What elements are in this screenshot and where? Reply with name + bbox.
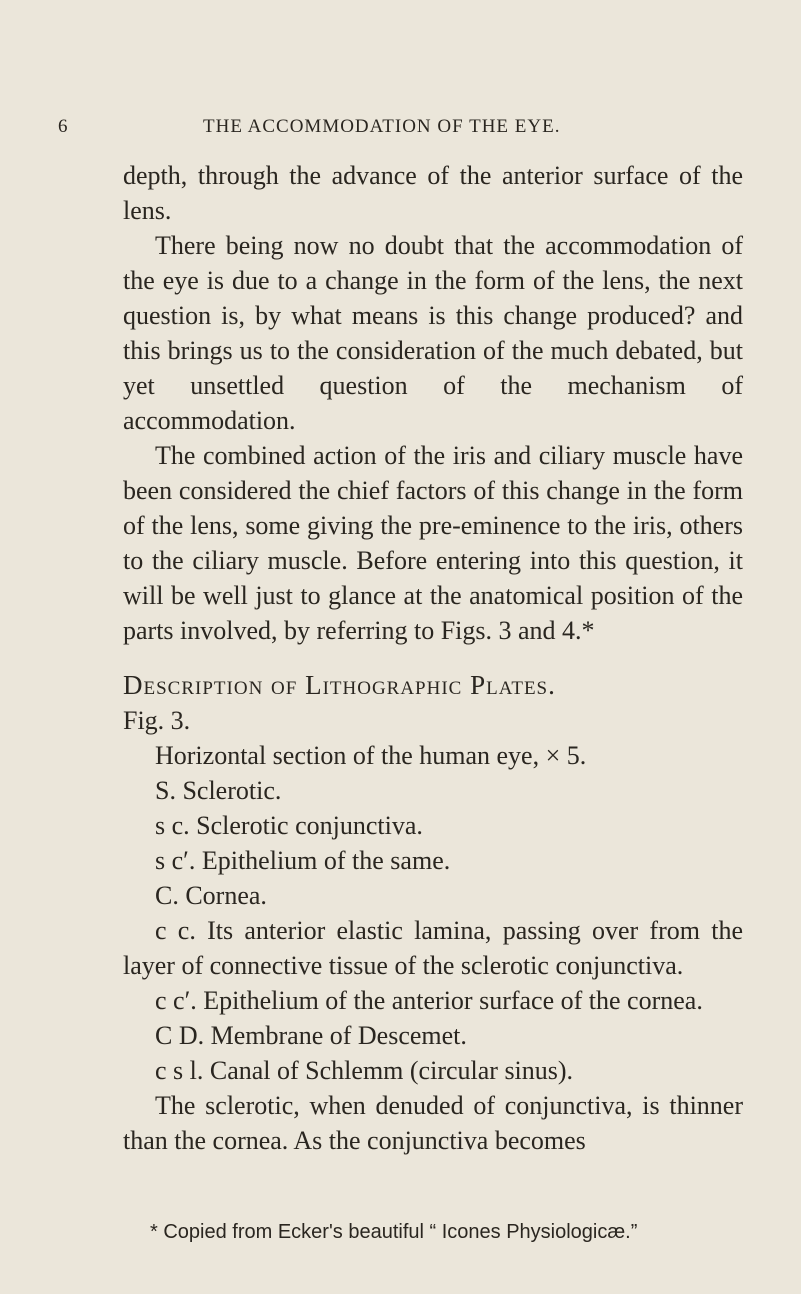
paragraph: depth, through the advance of the anterior surface of the lens.	[123, 161, 743, 225]
plate-item: c c′. Epithelium of the anterior surface of the cornea.	[155, 986, 703, 1015]
figure-number: Fig. 3.	[123, 706, 191, 735]
footnote: * Copied from Ecker's beautiful “ Icones Physiologicæ.”	[150, 1221, 638, 1243]
running-title: THE ACCOMMODATION OF THE EYE.	[203, 116, 561, 137]
plate-item: c s l. Canal of Schlemm (circular sinus).	[155, 1056, 574, 1085]
plate-item: C D. Membrane of Descemet.	[155, 1021, 467, 1050]
paragraph: The combined action of the iris and ciliary muscle have been considered the chief factors of this change in the form of the lens, some giving the pre-eminence to the iris, others to the ciliary muscle. Before entering into this question, it will be well just to glance at the anatomical position of the parts involved, by referring to Figs. 3 and 4.*	[123, 441, 743, 645]
running-header	[58, 116, 738, 144]
paragraph: The sclerotic, when denuded of conjunctiva, is thinner than the cornea. As the conjunctiva becomes	[123, 1091, 743, 1155]
page-number: 6	[58, 116, 69, 137]
section-heading: Description of Lithographic Plates.	[123, 670, 556, 700]
plate-item: c c. Its anterior elastic lamina, passing over from the layer of connective tissue of the sclerotic conjunctiva.	[123, 916, 743, 980]
main-text	[123, 158, 743, 1158]
plate-item: C. Cornea.	[155, 881, 267, 910]
plate-item: S. Sclerotic.	[155, 776, 282, 805]
plate-item: s c′. Epithelium of the same.	[155, 846, 451, 875]
figure-caption: Horizontal section of the human eye, × 5.	[155, 741, 587, 770]
plate-item: s c. Sclerotic conjunctiva.	[155, 811, 423, 840]
paragraph: There being now no doubt that the accommodation of the eye is due to a change in the form of the lens, the next question is, by what means is this change produced? and this brings us to the consideration of the much debated, but yet unsettled question of the mechanism of accommodation.	[123, 231, 743, 435]
